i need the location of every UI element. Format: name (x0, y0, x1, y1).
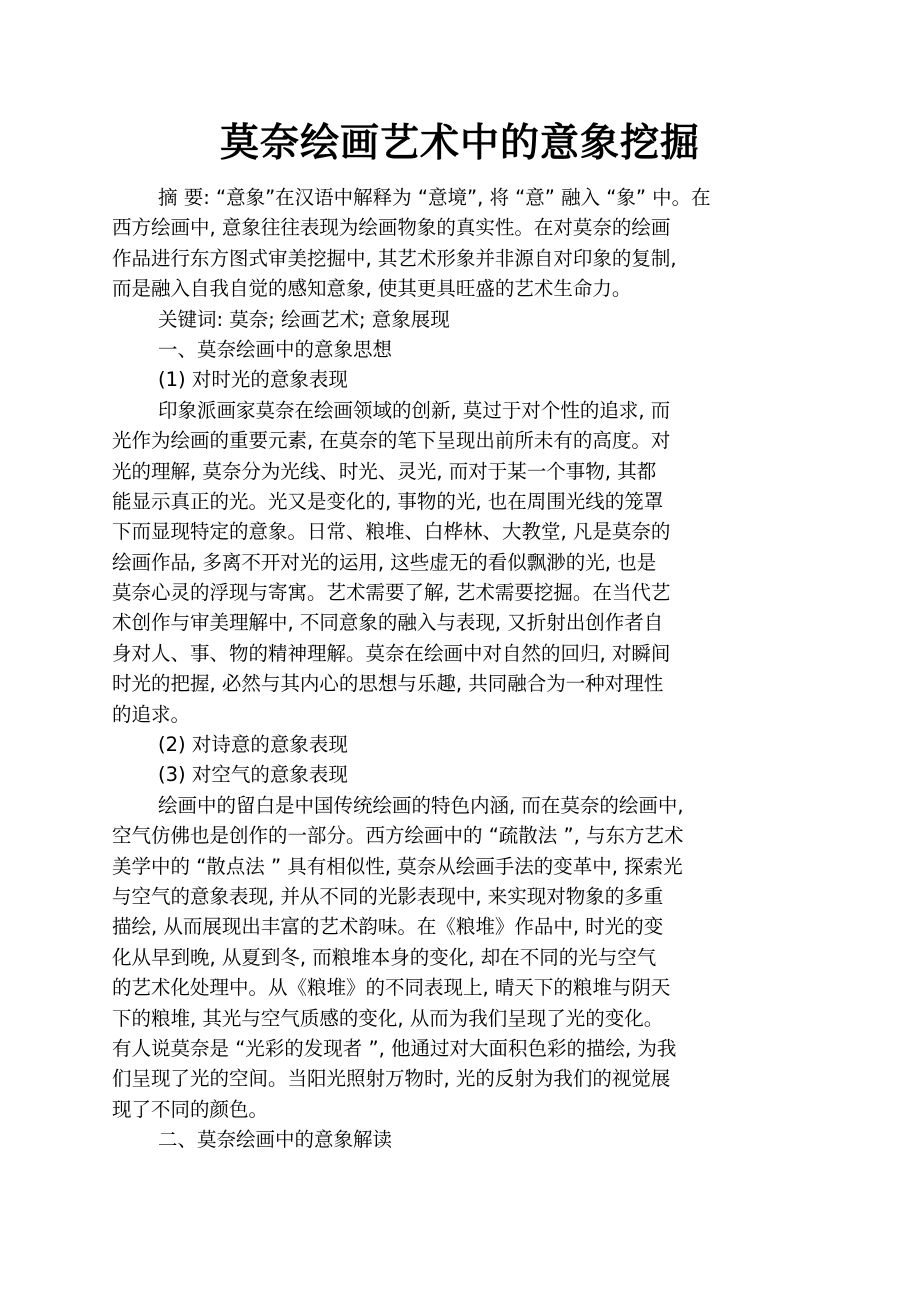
text-line: 二、莫奈绘画中的意象解读 (158, 1128, 393, 1152)
text-line: 的艺术化处理中。从《粮堆》的不同表现上, 晴天下的粮堆与阴天 (112, 976, 671, 1000)
text-line: (1) 对时光的意象表现 (158, 368, 348, 392)
text-line: 们呈现了光的空间。当阳光照射万物时, 光的反射为我们的视觉展 (112, 1067, 671, 1091)
text-line: 下的粮堆, 其光与空气质感的变化, 从而为我们呈现了光的变化。 (112, 1006, 664, 1030)
text-line: 现了不同的颜色。 (112, 1097, 269, 1121)
text-line: 绘画中的留白是中国传统绘画的特色内涵, 而在莫奈的绘画中, (158, 793, 684, 817)
text-line: 光的理解, 莫奈分为光线、时光、灵光, 而对于某一个事物, 其都 (112, 459, 657, 483)
text-line: 光作为绘画的重要元素, 在莫奈的笔下呈现出前所未有的高度。对 (112, 429, 671, 453)
text-line: 作品进行东方图式审美挖掘中, 其艺术形象并非源自对印象的复制, (112, 246, 677, 270)
page-title: 莫奈绘画艺术中的意象挖掘 (219, 121, 700, 166)
text-line: 能显示真正的光。光又是变化的, 事物的光, 也在周围光线的笼罩 (112, 489, 664, 513)
text-line: 身对人、事、物的精神理解。莫奈在绘画中对自然的回归, 对瞬间 (112, 641, 671, 665)
text-line: 关键词: 莫奈; 绘画艺术; 意象展现 (158, 307, 450, 331)
text-line: 术创作与审美理解中, 不同意象的融入与表现, 又折射出创作者自 (112, 611, 664, 635)
text-line: 美学中的 “散点法 ” 具有相似性, 莫奈从绘画手法的变革中, 探索光 (112, 854, 683, 878)
text-line: 摘 要: “意象”在汉语中解释为 “意境”, 将 “意” 融入 “象” 中。在 (158, 186, 711, 209)
text-line: 有人说莫奈是 “光彩的发现者 ”, 他通过对大面积色彩的描绘, 为我 (112, 1036, 677, 1060)
text-line: 绘画作品, 多离不开对光的运用, 这些虚无的看似飘渺的光, 也是 (112, 550, 657, 574)
text-line: 西方绘画中, 意象往往表现为绘画物象的真实性。在对莫奈的绘画 (112, 216, 671, 240)
text-line: 空气仿佛也是创作的一部分。西方绘画中的 “疏散法 ”, 与东方艺术 (112, 824, 684, 848)
text-line: 一、莫奈绘画中的意象思想 (158, 337, 393, 361)
text-line: 莫奈心灵的浮现与寄寓。艺术需要了解, 艺术需要挖掘。在当代艺 (112, 581, 671, 605)
body-text (112, 183, 792, 1156)
text-line: 的追求。 (112, 702, 191, 726)
text-line: 时光的把握, 必然与其内心的思想与乐趣, 共同融合为一种对理性 (112, 672, 664, 696)
text-line: 而是融入自我自觉的感知意象, 使其更具旺盛的艺术生命力。 (112, 277, 632, 301)
text-line: 化从早到晚, 从夏到冬, 而粮堆本身的变化, 却在不同的光与空气 (112, 945, 657, 969)
text-line: (3) 对空气的意象表现 (158, 763, 348, 787)
text-line: 描绘, 从而展现出丰富的艺术韵味。在《粮堆》作品中, 时光的变 (112, 915, 664, 939)
text-line: 下而显现特定的意象。日常、粮堆、白桦林、大教堂, 凡是莫奈的 (112, 520, 671, 544)
text-line: (2) 对诗意的意象表现 (158, 733, 348, 757)
text-line: 印象派画家莫奈在绘画领域的创新, 莫过于对个性的追求, 而 (158, 398, 671, 422)
text-line: 与空气的意象表现, 并从不同的光影表现中, 来实现对物象的多重 (112, 884, 664, 908)
